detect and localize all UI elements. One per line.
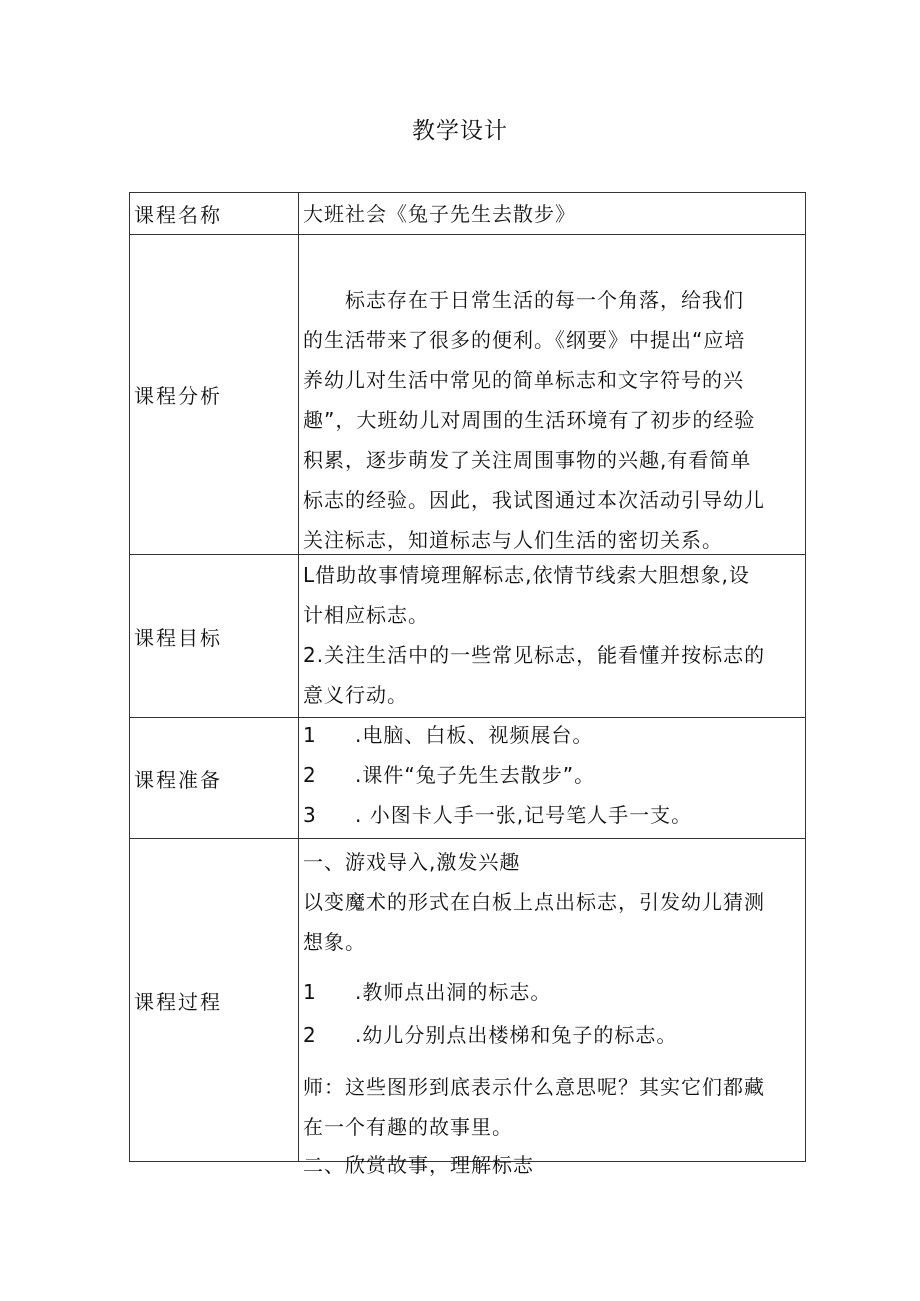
process-heading: 一、游戏导入,激发兴趣: [303, 850, 521, 874]
process-intro-line: 想象。: [303, 930, 366, 954]
course-prep-label: 课程准备: [130, 718, 299, 838]
process-intro-line: 以变魔术的形式在白板上点出标志，引发幼儿猜测: [303, 890, 765, 914]
row-course-process: [130, 839, 805, 1177]
course-process-label: 课程过程: [130, 839, 299, 1161]
course-name-label: 课程名称: [130, 193, 299, 234]
analysis-line: 的生活带来了很多的便利。《纲要》中提出“应培: [303, 328, 746, 352]
process-item-text: .教师点出洞的标志。: [355, 980, 552, 1004]
process-item-number: 1: [303, 980, 317, 1004]
process-cutoff-line: 二、欣赏故事，理解标志: [303, 1153, 534, 1177]
prep-item-number: 3: [303, 803, 317, 827]
prep-item-text: .电脑、白板、视频展台。: [355, 723, 594, 747]
row-course-prep: [130, 718, 805, 839]
goal-line: L借助故事情境理解标志,依情节线索大胆想象,设: [303, 563, 750, 587]
prep-item-number: 1: [303, 723, 317, 747]
analysis-line: 趣”，大班幼儿对周围的生活环境有了初步的经验: [303, 408, 756, 432]
analysis-line: 关注标志，知道标志与人们生活的密切关系。: [303, 528, 723, 552]
course-analysis-cell: [300, 235, 805, 554]
process-item: [303, 1021, 805, 1049]
goal-line: 2.关注生活中的一些常见标志，能看懂并按标志的: [303, 643, 766, 667]
prep-item: [303, 761, 805, 789]
prep-item: [303, 801, 805, 829]
analysis-line: 养幼儿对生活中常见的简单标志和文字符号的兴: [303, 368, 744, 392]
analysis-line: 积累，逐步萌发了关注周围事物的兴趣,有看简单: [303, 448, 752, 472]
row-course-analysis: [130, 235, 805, 555]
course-prep-cell: [300, 718, 805, 838]
page-title: 教学设计: [412, 118, 508, 144]
process-item: [303, 978, 805, 1006]
goal-line: 意义行动。: [303, 683, 408, 707]
process-item-number: 2: [303, 1023, 317, 1047]
course-goals-cell: [300, 555, 805, 717]
row-course-name: [130, 193, 805, 235]
course-analysis-label: 课程分析: [130, 235, 299, 554]
goal-line: 计相应标志。: [303, 603, 429, 627]
lesson-plan-table: [129, 192, 806, 1177]
process-dialogue-line: 师：这些图形到底表示什么意思呢？其实它们都藏: [303, 1075, 765, 1099]
course-name-cell: [300, 193, 805, 234]
row-course-goals: [130, 555, 805, 718]
process-item-text: .幼儿分别点出楼梯和兔子的标志。: [355, 1023, 678, 1047]
course-name-value: 大班社会《兔子先生去散步》: [303, 202, 576, 226]
prep-item-text: .课件“兔子先生去散步”。: [355, 763, 596, 787]
process-dialogue-line: 在一个有趣的故事里。: [303, 1115, 513, 1139]
course-goals-label: 课程目标: [130, 555, 299, 717]
analysis-line: 标志存在于日常生活的每一个角落，给我们: [303, 288, 744, 312]
analysis-line: 标志的经验。因此，我试图通过本次活动引导幼儿: [303, 488, 765, 512]
prep-item-text: . 小图卡人手一张,记号笔人手一支。: [355, 803, 693, 827]
prep-item-number: 2: [303, 763, 317, 787]
prep-item: [303, 721, 805, 749]
course-process-cell: [300, 839, 805, 1177]
